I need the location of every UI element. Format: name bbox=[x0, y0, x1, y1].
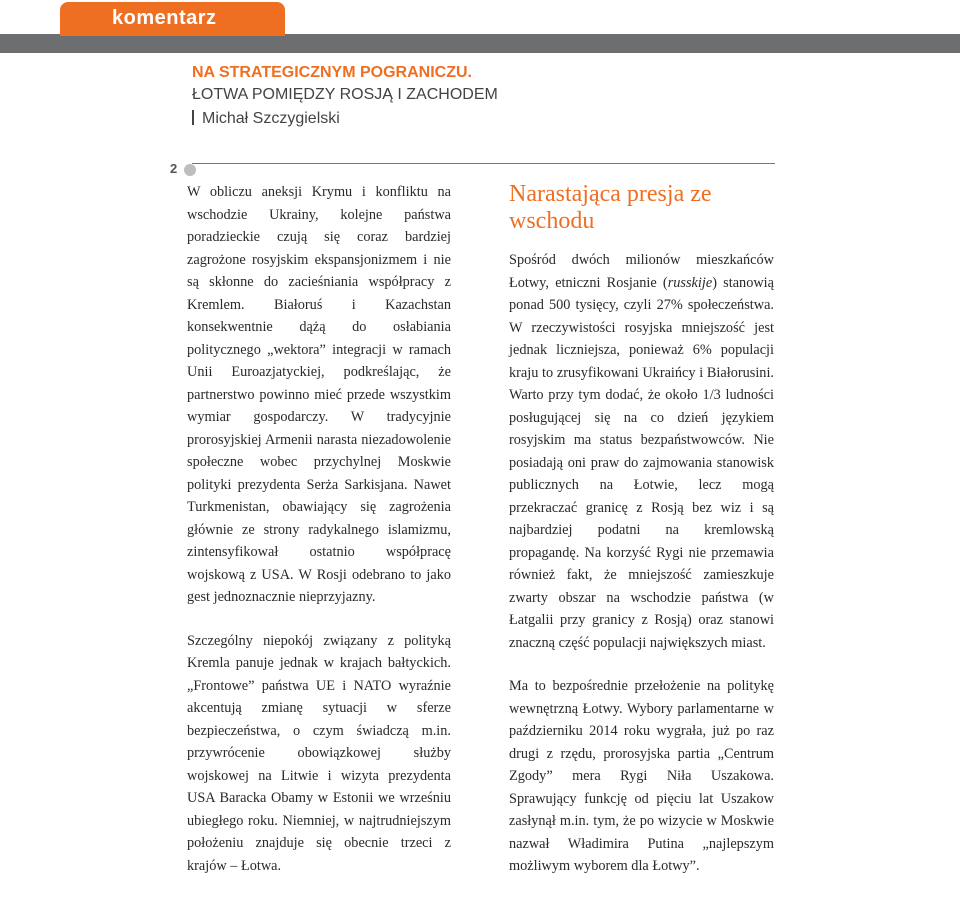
article-title-line2: ŁOTWA POMIĘDZY ROSJĄ I ZACHODEM bbox=[192, 86, 498, 103]
italic-term: russkije bbox=[667, 274, 713, 291]
section-tab-label: komentarz bbox=[112, 7, 217, 29]
bullet-dot-icon bbox=[184, 164, 196, 176]
article-author bbox=[192, 107, 498, 131]
right-column bbox=[509, 249, 774, 878]
paragraph: Szczególny niepokój związany z polityką Kremla panuje jednak w krajach bałtyckich. „Frontowe” państwa UE i NATO wyraźnie akcentują zmianę sytuacji w sferze bezpieczeństwa, o czym świadczą m.in. przywrócenie obowiązkowej służby wojskowej na Litwie i wizyta prezydenta USA Baracka Obamy w Estonii we wrześniu ubiegłego roku. Niemniej, w najtrudniejszym położeniu znajduje się obecnie trzeci z krajów – Łotwa. bbox=[187, 632, 451, 874]
author-separator bbox=[192, 110, 194, 125]
author-name: Michał Szczygielski bbox=[202, 110, 340, 127]
divider-rule bbox=[192, 163, 775, 164]
left-column bbox=[187, 181, 451, 877]
section-tab bbox=[60, 2, 285, 36]
paragraph: Ma to bezpośrednie przełożenie na politykę wewnętrzną Łotwy. Wybory parlamentarne w październiku 2014 roku wygrała, już po raz drugi z rzędu, prorosyjska partia „Centrum Zgody” mera Rygi Niła Uszakowa. Sprawujący funkcję od pięciu lat Uszakow zasłynął m.in. tym, że po wizycie w Moskwie nazwał Władimira Putina „najlepszym możliwym wyborem dla Łotwy”. bbox=[509, 678, 774, 874]
paragraph: W obliczu aneksji Krymu i konfliktu na wschodzie Ukrainy, kolejne państwa poradzieckie czują się coraz bardziej zagrożone rosyjskim ekspansjonizmem i nie są skłonne do zacieśniania współpracy z Kremlem. Białoruś i Kazachstan konsekwentnie dążą do osłabiania politycznego „wektora” integracji w ramach Unii Euroazjatyckiej, podkreślając, że partnerstwo powinno mieć przede wszystkim wymiar gospodarczy. W tradycyjnie prorosyjskiej Armenii narasta niezadowolenie społeczne wobec przychylnej Moskwie polityki prezydenta Serża Sarkisjana. Nawet Turkmenistan, obawiający się zagrożenia głównie ze strony radykalnego islamizmu, zintensyfikował ostatnio współpracę wojskową z USA. W Rosji odebrano to jako gest jednoznacznie nieprzyjazny. bbox=[187, 184, 451, 605]
paragraph: Spośród dwóch milionów mieszkańców Łotwy, etniczni Rosjanie (russkije) stanowią ponad 500 tysięcy, czyli 27% społeczeństwa. W rzeczywistości rosyjska mniejszość jest jednak liczniejsza, ponieważ 6% populacji kraju to zrusyfikowani Ukraińcy i Białorusini. Warto przy tym dodać, że około 1/3 ludności posługującej się na co dzień językiem rosyjskim ma status bezpaństwowców. Nie posiadają oni praw do zajmowania stanowisk publicznych na Łotwie, lecz mogą przekraczać granicę z Rosją bez wiz i są najbardziej podatni na kremlowską propagandę. Na korzyść Rygi nie przemawia również fakt, że mniejszość zamieszkuje zwarty obszar na wschodzie państwa (w Łatgalii przy granicy z Rosją) oraz stanowi znaczną część populacji największych miast. bbox=[509, 252, 774, 651]
section-bar bbox=[0, 34, 960, 53]
article-title-line1: NA STRATEGICZNYM POGRANICZU. bbox=[192, 64, 472, 81]
section-heading: Narastająca presja ze wschodu bbox=[509, 181, 712, 234]
page-number: 2 bbox=[170, 161, 178, 176]
article-header bbox=[192, 62, 498, 131]
